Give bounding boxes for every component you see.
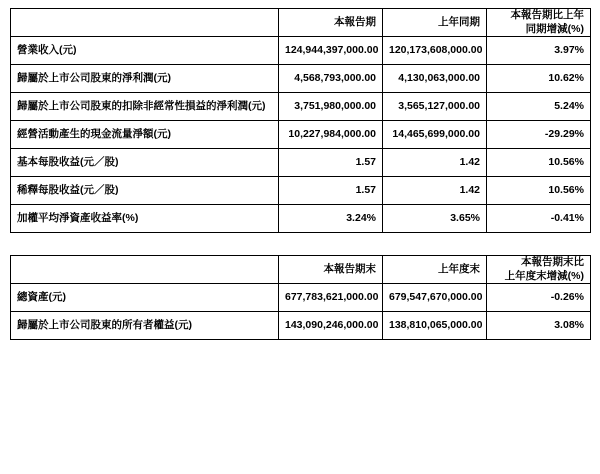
row-current-value: 3.24% (279, 205, 383, 233)
row-current-value: 124,944,397,000.00 (279, 37, 383, 65)
table-row (11, 312, 591, 340)
header-change-line-1: 本報告期比上年 (510, 9, 584, 22)
row-current-value: 10,227,984,000.00 (279, 121, 383, 149)
row-label: 稀釋每股收益(元／股) (11, 177, 279, 205)
table-row (11, 121, 591, 149)
row-prior-value: 1.42 (383, 177, 487, 205)
period-results-table (10, 8, 591, 233)
row-label: 歸屬於上市公司股東的扣除非經常性損益的淨利潤(元) (11, 93, 279, 121)
row-label: 歸屬於上市公司股東的所有者權益(元) (11, 312, 279, 340)
header-cell-current-period: 本報告期 (279, 9, 383, 37)
header-change-line-1: 本報告期末比 (521, 256, 584, 269)
header-cell-label (11, 256, 279, 284)
row-change-value: -29.29% (487, 121, 591, 149)
row-prior-value: 120,173,608,000.00 (383, 37, 487, 65)
row-label: 經營活動產生的現金流量淨額(元) (11, 121, 279, 149)
period-results-table-header (11, 9, 591, 37)
row-prior-value: 3.65% (383, 205, 487, 233)
row-current-value: 3,751,980,000.00 (279, 93, 383, 121)
table-separator (10, 233, 590, 255)
table-row (11, 37, 591, 65)
row-prior-value: 3,565,127,000.00 (383, 93, 487, 121)
row-current-value: 1.57 (279, 149, 383, 177)
header-cell-current-period-end: 本報告期末 (279, 256, 383, 284)
row-prior-value: 679,547,670,000.00 (383, 284, 487, 312)
row-change-value: 10.56% (487, 177, 591, 205)
row-label: 加權平均淨資產收益率(%) (11, 205, 279, 233)
table-row (11, 93, 591, 121)
table-row (11, 65, 591, 93)
row-change-value: -0.41% (487, 205, 591, 233)
row-label: 歸屬於上市公司股東的淨利潤(元) (11, 65, 279, 93)
row-prior-value: 138,810,065,000.00 (383, 312, 487, 340)
header-cell-prior-period: 上年同期 (383, 9, 487, 37)
row-change-value: 10.62% (487, 65, 591, 93)
row-change-value: 3.08% (487, 312, 591, 340)
period-results-table-body (11, 37, 591, 233)
row-label: 營業收入(元) (11, 37, 279, 65)
header-cell-change (487, 256, 591, 284)
row-current-value: 1.57 (279, 177, 383, 205)
balance-sheet-table-body (11, 284, 591, 340)
row-prior-value: 14,465,699,000.00 (383, 121, 487, 149)
header-cell-change (487, 9, 591, 37)
row-change-value: 10.56% (487, 149, 591, 177)
row-change-value: 5.24% (487, 93, 591, 121)
balance-sheet-table (10, 255, 591, 340)
table-row (11, 177, 591, 205)
row-current-value: 143,090,246,000.00 (279, 312, 383, 340)
row-prior-value: 1.42 (383, 149, 487, 177)
header-change-line-2: 上年度末增減(%) (504, 269, 584, 282)
table-header-row (11, 9, 591, 37)
row-label: 基本每股收益(元／股) (11, 149, 279, 177)
balance-sheet-table-header (11, 256, 591, 284)
header-cell-prior-year-end: 上年度末 (383, 256, 487, 284)
table-row (11, 284, 591, 312)
header-change-line-2: 同期增減(%) (525, 22, 584, 35)
header-cell-label (11, 9, 279, 37)
table-row (11, 205, 591, 233)
row-label: 總資產(元) (11, 284, 279, 312)
row-current-value: 677,783,621,000.00 (279, 284, 383, 312)
table-row (11, 149, 591, 177)
row-change-value: -0.26% (487, 284, 591, 312)
table-header-row (11, 256, 591, 284)
row-prior-value: 4,130,063,000.00 (383, 65, 487, 93)
row-current-value: 4,568,793,000.00 (279, 65, 383, 93)
row-change-value: 3.97% (487, 37, 591, 65)
